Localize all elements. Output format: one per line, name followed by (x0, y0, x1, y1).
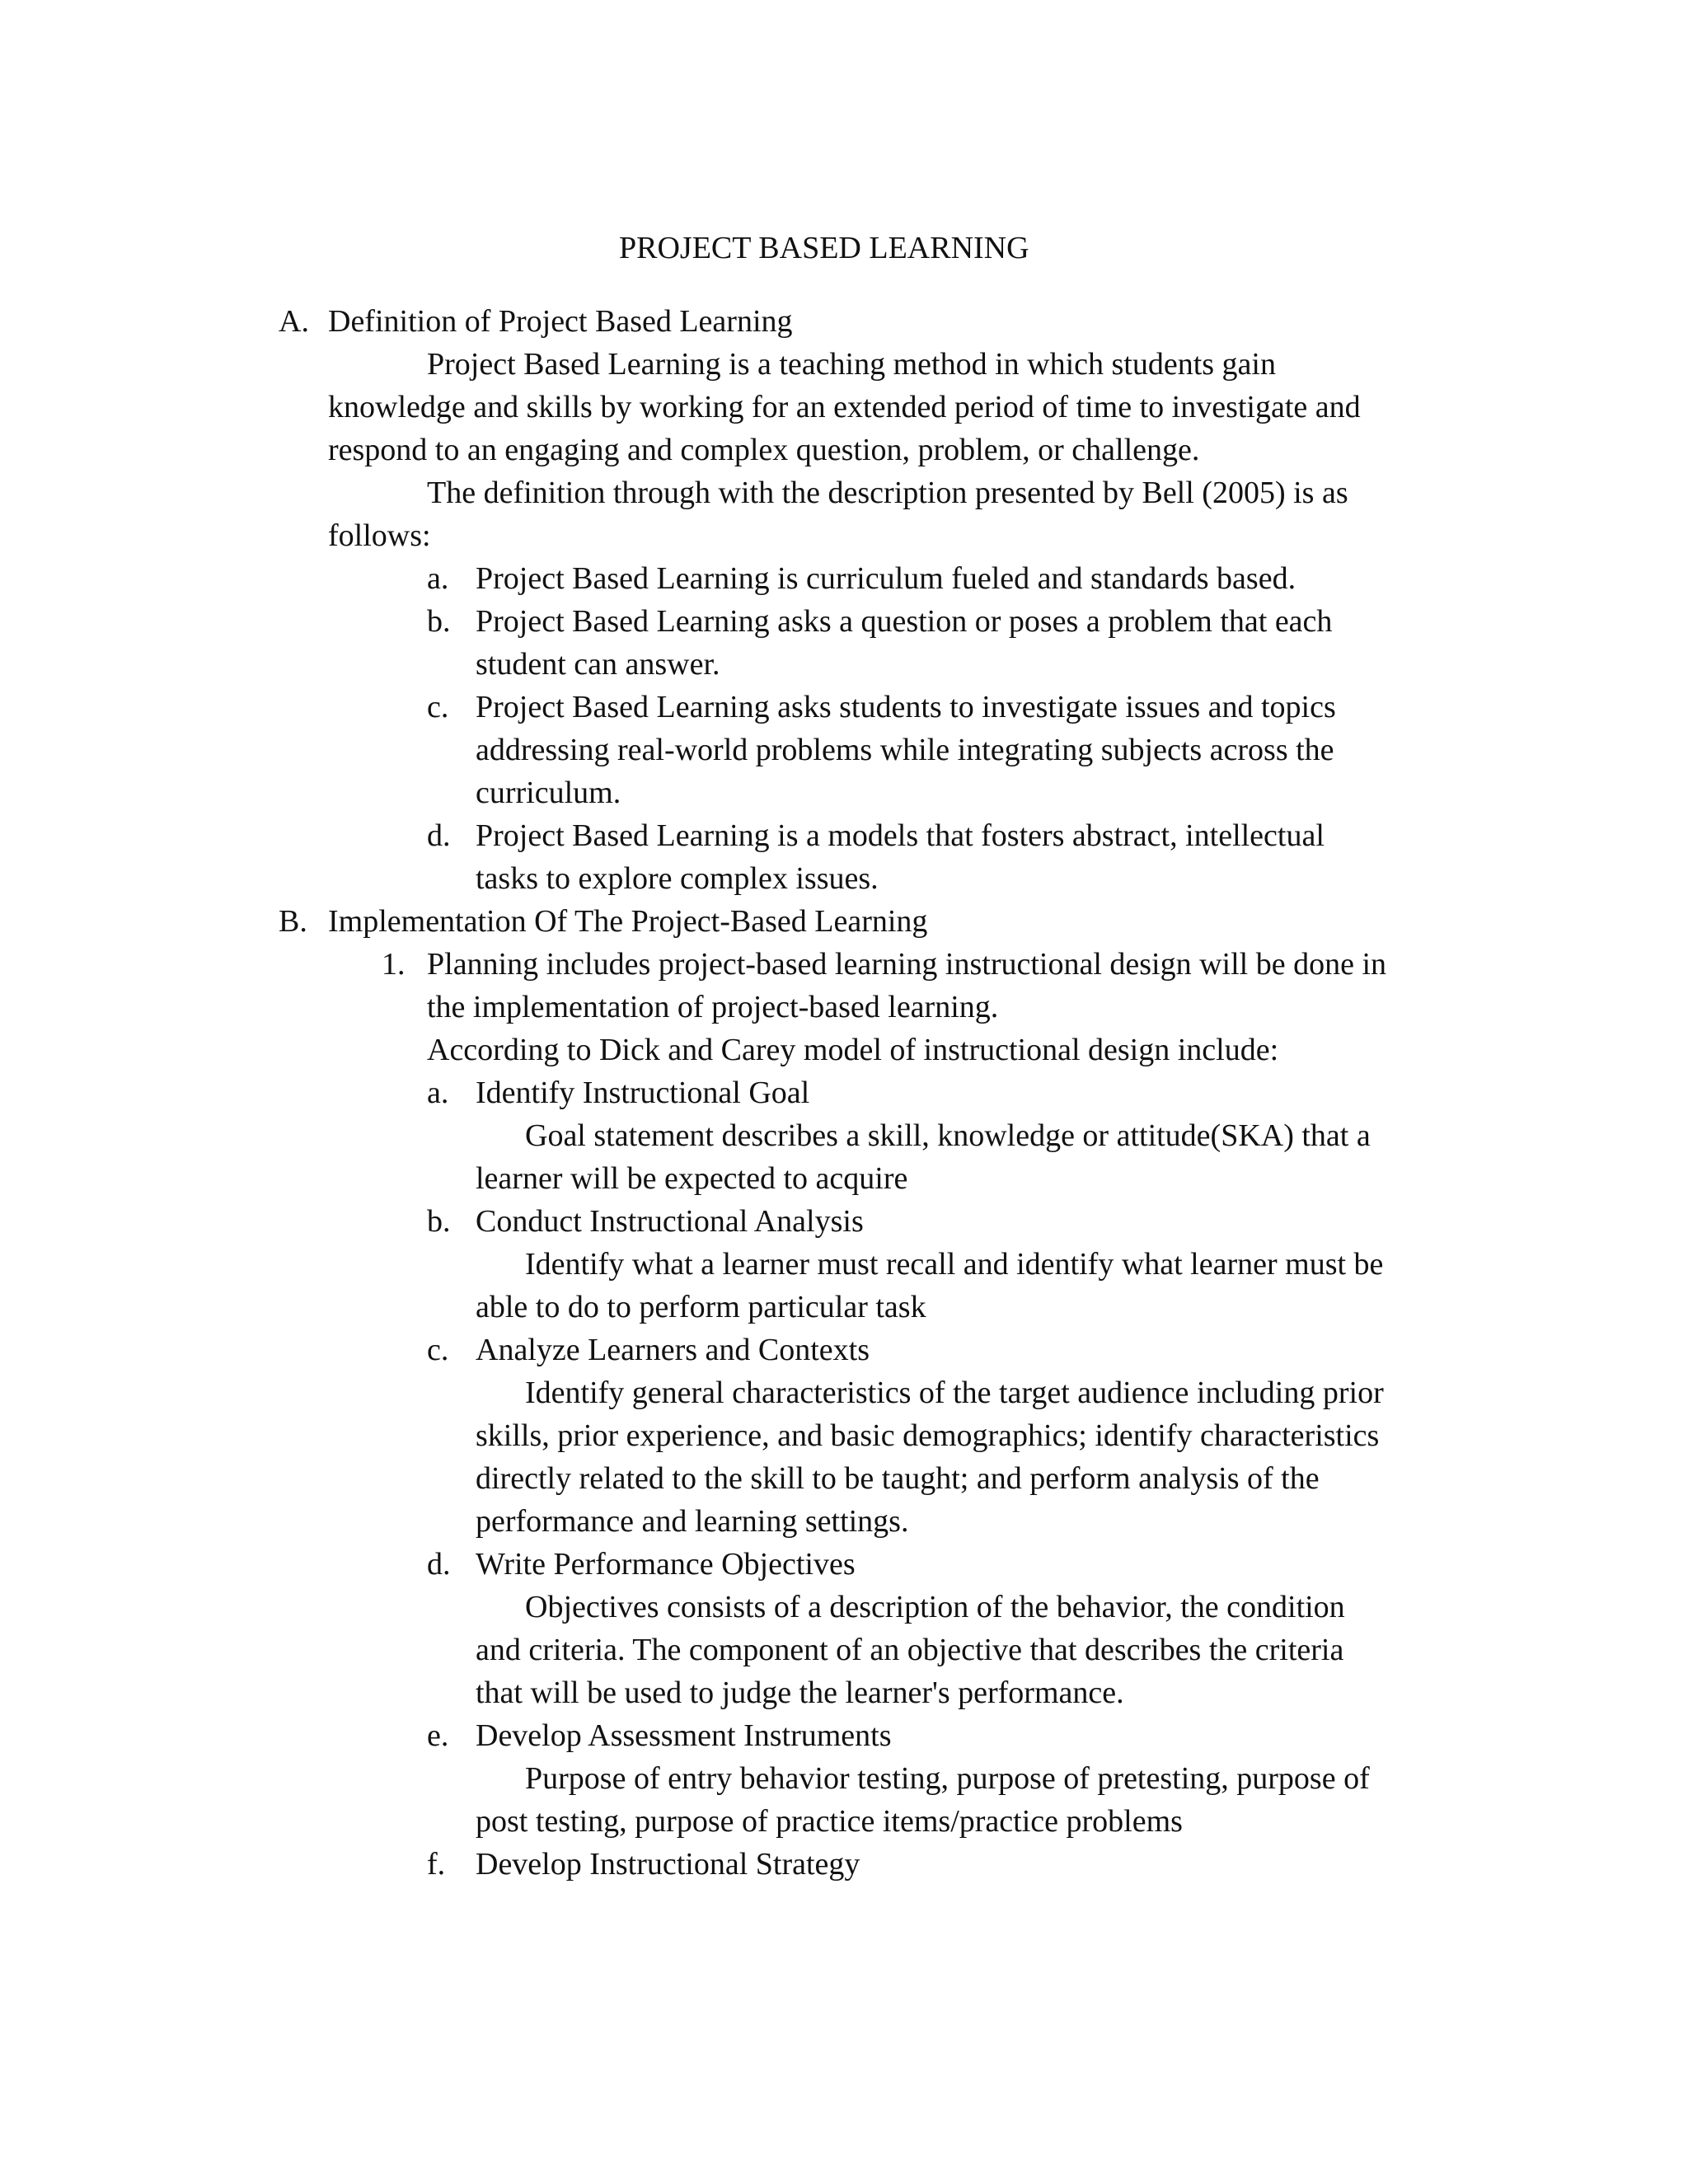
list-item-desc: Identify what a learner must recall and identify what learner must be (525, 1247, 1384, 1282)
paragraph-line: According to Dick and Carey model of instructional design include: (427, 1033, 1279, 1067)
list-item-desc: Purpose of entry behavior testing, purpose of pretesting, purpose of (525, 1761, 1370, 1796)
list-item-line: Project Based Learning is curriculum fueled and standards based. (476, 561, 1296, 596)
list-item-title: Develop Assessment Instruments (476, 1718, 892, 1753)
list-item-desc: and criteria. The component of an objective that describes the criteria (476, 1633, 1344, 1667)
list-item-desc: that will be used to judge the learner's performance. (476, 1675, 1124, 1710)
list-item-line: addressing real-world problems while integrating subjects across the (476, 733, 1334, 767)
section-a-heading: Definition of Project Based Learning (328, 304, 793, 339)
paragraph-line: Planning includes project-based learning instructional design will be done in (427, 947, 1387, 982)
paragraph-line: follows: (328, 518, 431, 553)
list-marker: a. (427, 1076, 449, 1110)
paragraph-line: Project Based Learning is a teaching method in which students gain (427, 347, 1276, 382)
list-item-desc: able to do to perform particular task (476, 1290, 926, 1324)
list-marker: b. (427, 604, 451, 639)
list-item-desc: Identify general characteristics of the target audience including prior (525, 1376, 1384, 1410)
list-item-desc: Objectives consists of a description of the behavior, the condition (525, 1590, 1345, 1624)
list-item-title: Identify Instructional Goal (476, 1076, 810, 1110)
list-item-desc: Goal statement describes a skill, knowledge or attitude(SKA) that a (525, 1118, 1371, 1153)
page-title: PROJECT BASED LEARNING (619, 231, 1029, 265)
section-b-marker: B. (279, 904, 307, 939)
list-item-line: Project Based Learning is a models that fosters abstract, intellectual (476, 818, 1325, 853)
list-item-line: Project Based Learning asks a question or poses a problem that each (476, 604, 1333, 639)
list-item-title: Conduct Instructional Analysis (476, 1204, 864, 1239)
list-item-title: Analyze Learners and Contexts (476, 1333, 870, 1367)
list-marker: c. (427, 1333, 449, 1367)
list-marker: f. (427, 1847, 446, 1882)
paragraph-line: respond to an engaging and complex question, problem, or challenge. (328, 433, 1200, 467)
list-item-desc: skills, prior experience, and basic demographics; identify characteristics (476, 1418, 1380, 1453)
list-item-desc: learner will be expected to acquire (476, 1161, 908, 1196)
paragraph-line: The definition through with the description presented by Bell (2005) is as (427, 476, 1348, 510)
list-marker: d. (427, 818, 451, 853)
list-item-line: curriculum. (476, 776, 621, 810)
paragraph-line: knowledge and skills by working for an extended period of time to investigate and (328, 390, 1361, 424)
list-item-title: Write Performance Objectives (476, 1547, 856, 1582)
list-item-desc: performance and learning settings. (476, 1504, 909, 1539)
list-item-line: Project Based Learning asks students to investigate issues and topics (476, 690, 1336, 724)
section-b-heading: Implementation Of The Project-Based Learning (328, 904, 928, 939)
list-marker: c. (427, 690, 449, 724)
list-item-line: tasks to explore complex issues. (476, 861, 879, 896)
list-item-desc: post testing, purpose of practice items/practice problems (476, 1804, 1183, 1839)
step-marker: 1. (382, 947, 406, 982)
section-a-marker: A. (279, 304, 309, 339)
paragraph-line: the implementation of project-based learning. (427, 990, 999, 1024)
list-marker: b. (427, 1204, 451, 1239)
list-marker: a. (427, 561, 449, 596)
list-item-desc: directly related to the skill to be taught; and perform analysis of the (476, 1461, 1320, 1496)
list-item-line: student can answer. (476, 647, 720, 682)
list-marker: e. (427, 1718, 449, 1753)
list-marker: d. (427, 1547, 451, 1582)
list-item-title: Develop Instructional Strategy (476, 1847, 860, 1882)
